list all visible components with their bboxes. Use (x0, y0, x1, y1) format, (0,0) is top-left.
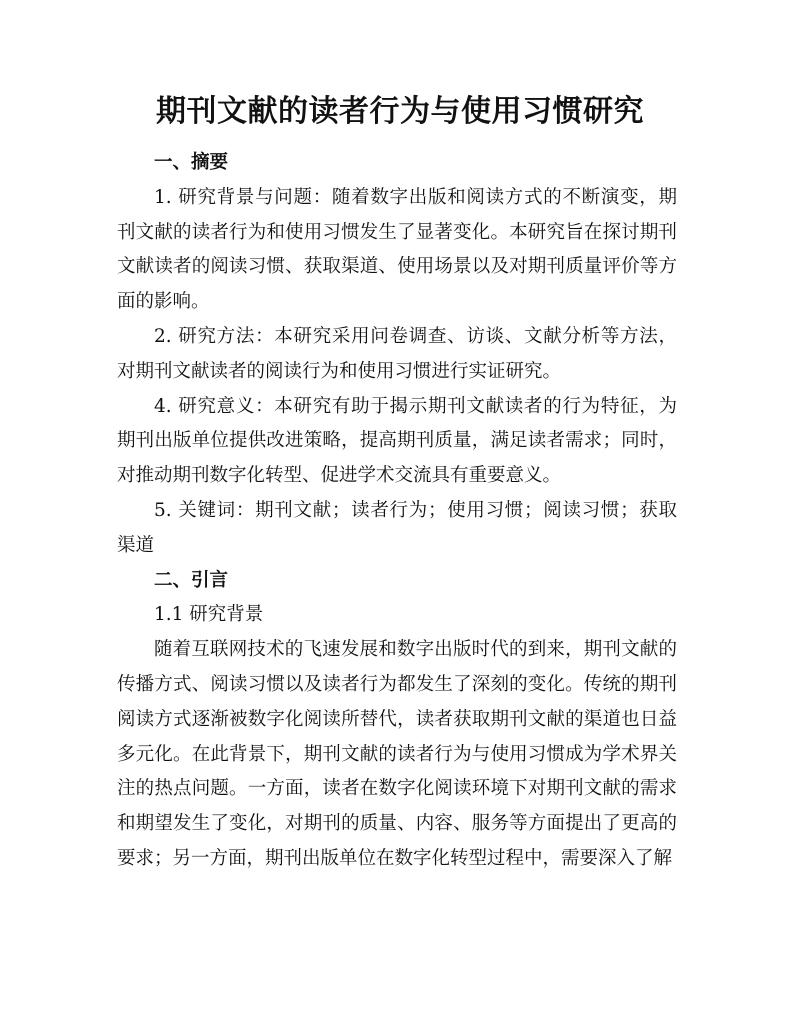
subsection-heading: 1.1 研究背景 (154, 604, 264, 626)
section-heading-abstract: 一、摘要 (154, 152, 229, 173)
section-heading-introduction: 二、引言 (154, 569, 229, 591)
document-title: 期刊文献的读者行为与使用习惯研究 (156, 94, 644, 129)
abstract-item-keywords: 5. 关键词：期刊文献；读者行为；使用习惯；阅读习惯；获取渠道 (117, 499, 677, 556)
abstract-item: 2. 研究方法：本研究采用问卷调查、访谈、文献分析等方法，对期刊文献读者的阅读行为和使用习惯进行实证研究。 (117, 325, 677, 382)
abstract-item: 1. 研究背景与问题：随着数字出版和阅读方式的不断演变，期刊文献的读者行为和使用习惯发生了显著变化。本研究旨在探讨期刊文献读者的阅读习惯、获取渠道、使用场景以及对期刊质量评价等方面的影响。 (117, 186, 677, 313)
document-body (117, 146, 677, 877)
abstract-item: 4. 研究意义：本研究有助于揭示期刊文献读者的行为特征，为期刊出版单位提供改进策略，提高期刊质量，满足读者需求；同时，对推动期刊数字化转型、促进学术交流具有重要意义。 (117, 395, 677, 487)
intro-paragraph: 随着互联网技术的飞速发展和数字出版时代的到来，期刊文献的传播方式、阅读习惯以及读者行为都发生了深刻的变化。传统的期刊阅读方式逐渐被数字化阅读所替代，读者获取期刊文献的渠道也日益多元化。在此背景下，期刊文献的读者行为与使用习惯成为学术界关注的热点问题。一方面，读者在数字化阅读环境下对期刊文献的需求和期望发生了变化，对期刊的质量、内容、服务等方面提出了更高的要求；另一方面，期刊出版单位在数字化转型过程中，需要深入了解 (117, 639, 677, 869)
